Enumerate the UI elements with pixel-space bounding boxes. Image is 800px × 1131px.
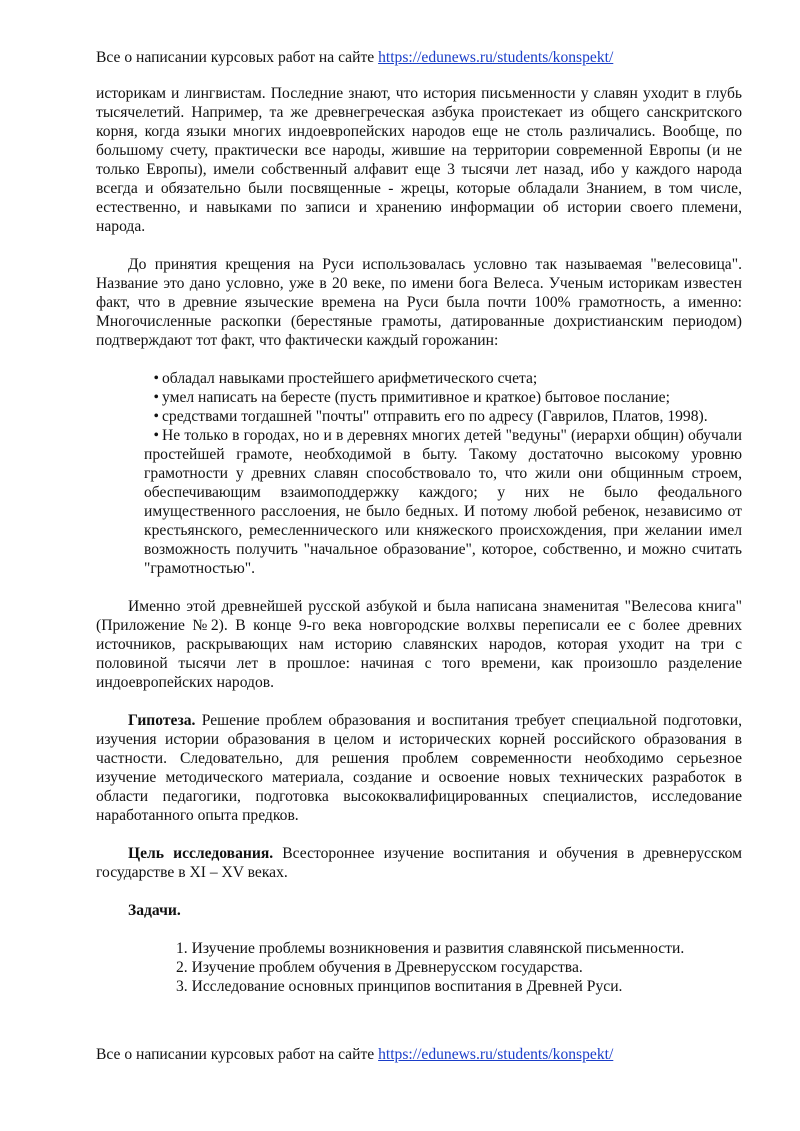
goal-paragraph: [96, 844, 742, 882]
list-item: •Не только в городах, но и в деревнях многих детей "ведуны" (иерархи общин) обучали простейшей грамоте, необходимой в быту. Такому достаточно высокому уровню грамотности у древних славян способствовало то, что жили они общинным строем, обеспечивающим взаимоподдержку каждого; у них не было феодального имущественного расслоения, не было бедных. И потому любой ребенок, независимо от крестьянского, ремесленнического или княжеского происхождения, при желании имел возможность получить "начальное образование", которое, собственно, и можно считать "грамотностью".: [144, 427, 742, 577]
goal-text: Всестороннее изучение воспитания и обучения в древнерусском государстве в XI – XV веках.: [96, 845, 742, 881]
paragraph-3: Именно этой древнейшей русской азбукой и была написана знаменитая "Велесова книга"(Приложение №2). В конце 9-го века новгородские волхвы переписали ее с более древних источников, раскрывающих нам историю славянских народов, которая уходит на три с половиной тысячи лет в прошлое: начиная с того времени, как произошло разделение индоевропейских народов.: [96, 598, 742, 691]
hypothesis-paragraph: [96, 711, 742, 825]
document-body: [96, 84, 742, 996]
paragraph-1: историкам и лингвистам. Последние знают, что история письменности у славян уходит в глубь тысячелетий. Например, та же древнегреческая азбука проистекает из общего санскритского корня, когда языки многих индоевропейских народов еще не столь различались. Вообще, по большому счету, практически все народы, жившие на территории современной Европы (и не только Европы), имели собственный алфавит еще 3 тысячи лет назад, ибо у каждого народа всегда и обязательно были посвященные - жрецы, которые обладали Знанием, в том числе, естественно, и навыками по записи и хранению информации об истории своего племени, народа.: [96, 85, 742, 235]
bullet-list: [96, 369, 742, 578]
bullet-icon: •: [153, 370, 159, 387]
list-item: 1. Изучение проблемы возникновения и развития славянской письменности.: [176, 940, 685, 957]
goal-label: Цель исследования.: [128, 845, 274, 862]
list-item: •обладал навыками простейшего арифметического счета;: [144, 369, 742, 388]
header-text: Все о написании курсовых работ на сайте: [96, 49, 379, 66]
list-item: •умел написать на бересте (пусть примитивное и краткое) бытовое послание;: [144, 388, 742, 407]
hypothesis-label: Гипотеза.: [128, 712, 196, 729]
list-item: •средствами тогдашней "почты" отправить его по адресу (Гаврилов, Платов, 1998).: [144, 407, 742, 426]
list-item: 3. Исследование основных принципов воспитания в Древней Руси.: [176, 978, 623, 995]
bullet-icon: •: [153, 427, 159, 444]
list-item: 2. Изучение проблем обучения в Древнерусском государства.: [176, 959, 583, 976]
tasks-list: [96, 939, 742, 996]
footer-text: Все о написании курсовых работ на сайте: [96, 1046, 379, 1063]
header-link[interactable]: https://edunews.ru/students/konspekt/: [378, 49, 614, 66]
bullet-icon: •: [153, 389, 159, 406]
bullet-icon: •: [153, 408, 159, 425]
page-header: [96, 48, 613, 67]
hypothesis-text: Решение проблем образования и воспитания требует специальной подготовки, изучения истории образования в целом и исторических корней российского образования в частности. Следовательно, для решения проблем современности необходимо серьезное изучение методического материала, создание и освоение новых технических разработок в области педагогики, подготовка высококвалифицированных специалистов, исследование наработанного опыта предков.: [96, 712, 742, 824]
tasks-heading: Задачи.: [128, 902, 181, 919]
paragraph-2: До принятия крещения на Руси использовалась условно так называемая "велесовица". Название это дано условно, уже в 20 веке, по имени бога Велеса. Ученым историкам известен факт, что в древние языческие времена на Руси была почти 100% грамотность, а именно: Многочисленные раскопки (берестяные грамоты, датированные дохристианским периодом) подтверждают тот факт, что фактически каждый горожанин:: [96, 256, 742, 349]
page-footer: [96, 1045, 613, 1064]
footer-link[interactable]: https://edunews.ru/students/konspekt/: [378, 1046, 614, 1063]
